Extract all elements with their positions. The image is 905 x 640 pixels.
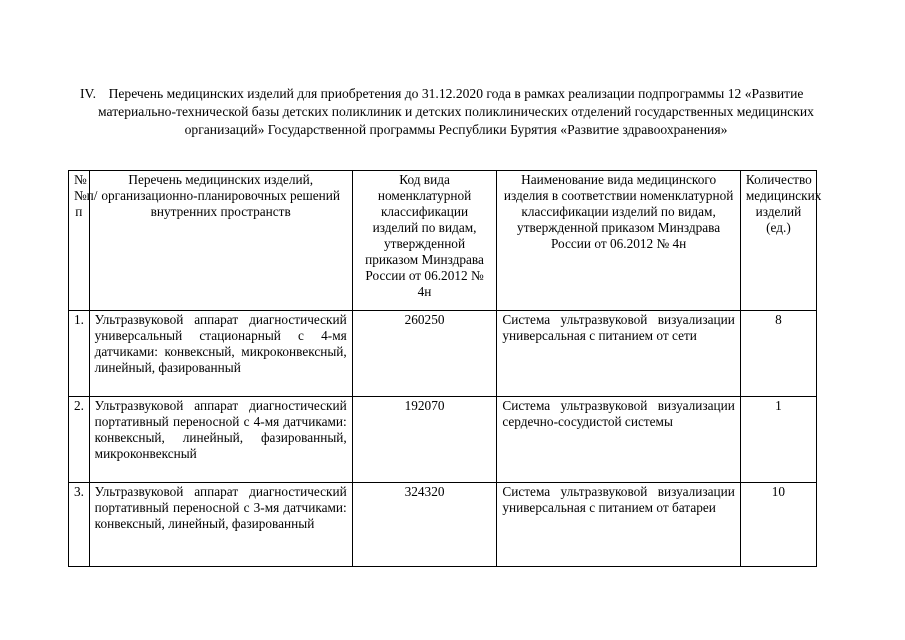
section-heading xyxy=(80,85,832,139)
table-header-row xyxy=(69,171,817,311)
device-type-name: Система ультразвуковой визуализации универсальная с питанием от сети xyxy=(497,311,741,397)
header-device-type-name: Наименование вида медицинского изделия в соответствии номенклатурной классификации изделий по видам, утвержденной приказом Минздрава России от 06.2012 № 4н xyxy=(497,171,741,311)
row-number: 1. xyxy=(69,311,90,397)
table-row xyxy=(69,311,817,397)
classification-code: 260250 xyxy=(352,311,497,397)
device-type-name: Система ультразвуковой визуализации сердечно-сосудистой системы xyxy=(497,397,741,483)
section-number: IV. xyxy=(80,86,96,101)
header-number: № №п/п xyxy=(69,171,90,311)
medical-devices-table xyxy=(68,170,822,567)
device-type-name: Система ультразвуковой визуализации универсальная с питанием от батареи xyxy=(497,483,741,567)
row-number: 2. xyxy=(69,397,90,483)
device-quantity: 1 xyxy=(740,397,816,483)
device-name: Ультразвуковой аппарат диагностический портативный переносной с 4-мя датчиками: конвексный, линейный, фазированный, микроконвексный xyxy=(89,397,352,483)
device-name: Ультразвуковой аппарат диагностический портативный переносной с 3-мя датчиками: конвексный, линейный, фазированный xyxy=(89,483,352,567)
header-quantity: Количество медицинских изделий (ед.) xyxy=(740,171,816,311)
device-name: Ультразвуковой аппарат диагностический универсальный стационарный с 4-мя датчиками: конвексный, микроконвексный, линейный, фазированный xyxy=(89,311,352,397)
device-quantity: 8 xyxy=(740,311,816,397)
section-title: Перечень медицинских изделий для приобретения до 31.12.2020 года в рамках реализации подпрограммы 12 «Развитие материально-технической базы детских поликлиник и детских поликлинических отделений государственных медицинских организаций» Государственной программы Республики Бурятия «Развитие здравоохранения» xyxy=(98,86,814,137)
classification-code: 324320 xyxy=(352,483,497,567)
header-classification-code: Код вида номенклатурной классификации изделий по видам, утвержденной приказом Минздрава России от 06.2012 № 4н xyxy=(352,171,497,311)
table-row xyxy=(69,397,817,483)
table-row xyxy=(69,483,817,567)
classification-code: 192070 xyxy=(352,397,497,483)
header-device-list: Перечень медицинских изделий, организационно-планировочных решений внутренних пространств xyxy=(89,171,352,311)
device-quantity: 10 xyxy=(740,483,816,567)
row-number: 3. xyxy=(69,483,90,567)
